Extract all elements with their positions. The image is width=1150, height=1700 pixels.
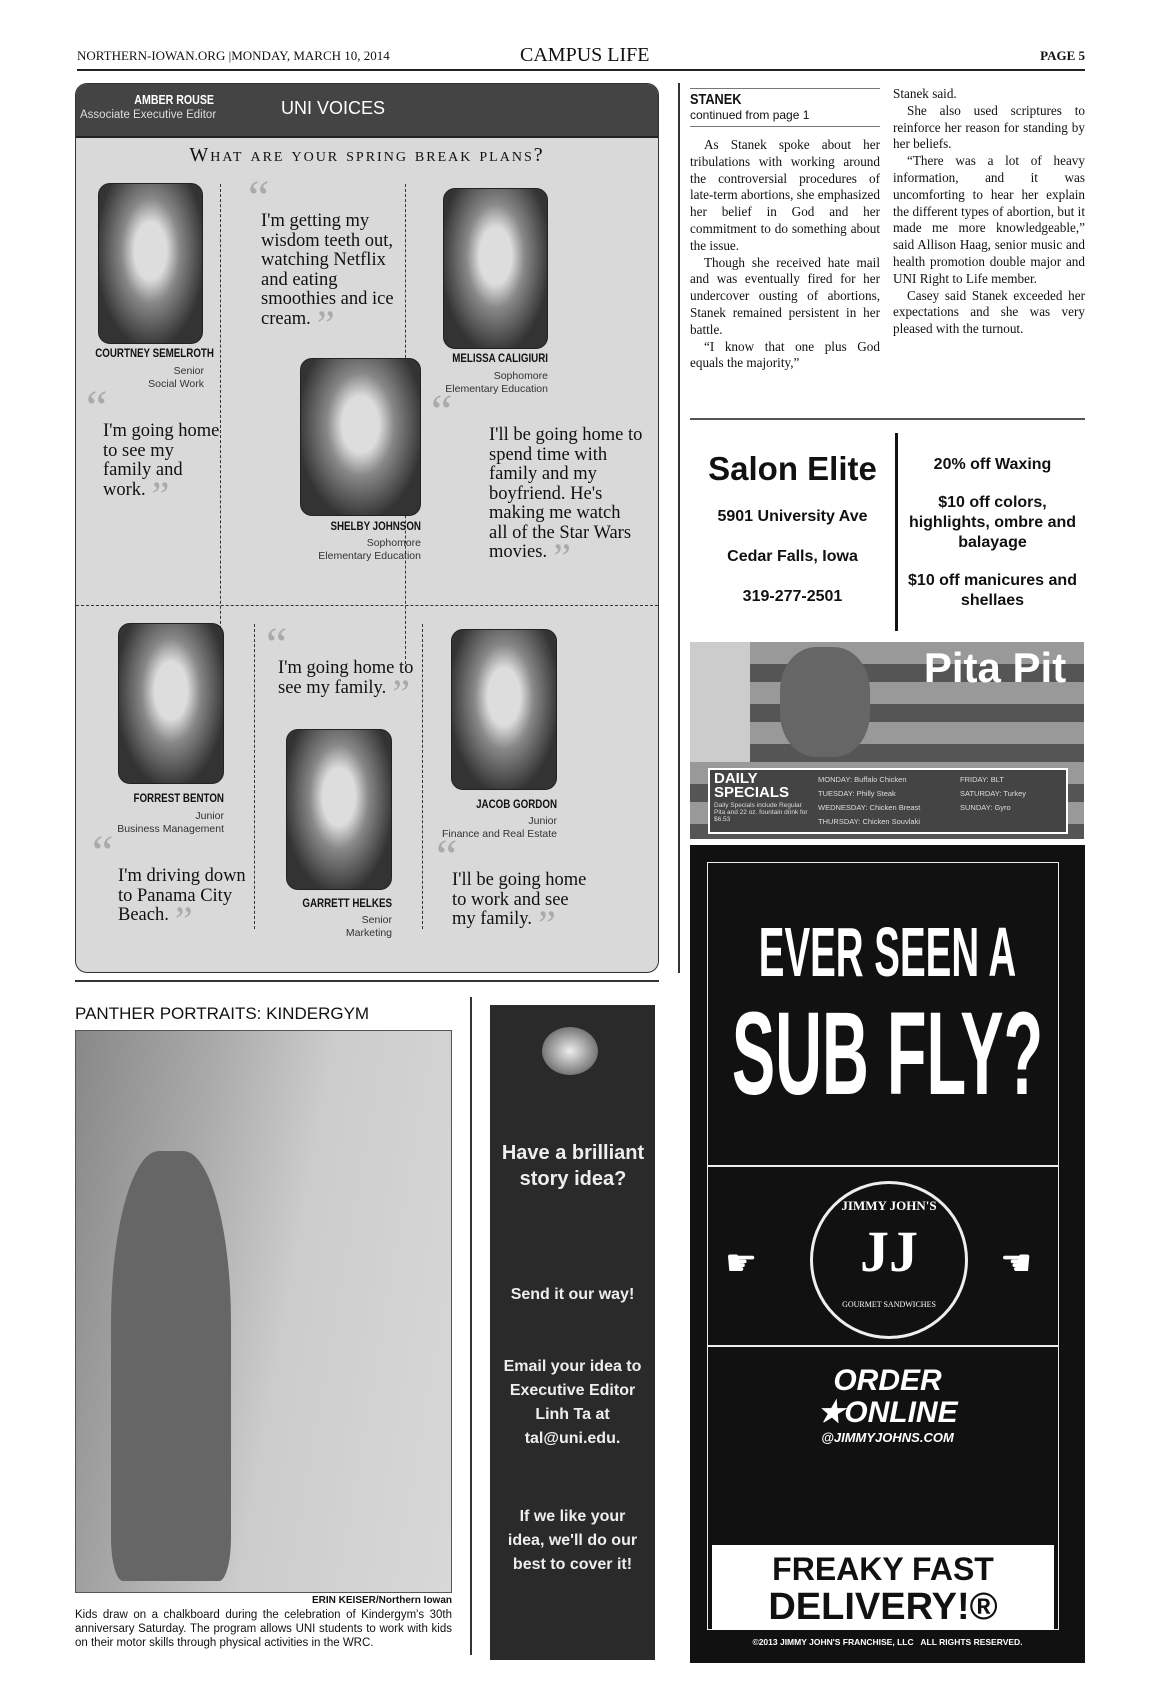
freaky-fast-banner	[712, 1545, 1054, 1630]
open-quote-icon: “	[436, 830, 458, 883]
article-column-2	[893, 86, 1085, 338]
ad-headline	[669, 910, 1106, 1120]
specials-note: Daily Specials include Regular Pita and 22 oz. fountain drink for $6.53	[714, 802, 808, 823]
column-title: UNI VOICES	[281, 98, 386, 118]
special-item: SUNDAY: Gyro	[960, 803, 1011, 812]
specials-title: DAILY SPECIALS	[714, 770, 790, 801]
jimmy-johns-logo	[810, 1181, 968, 1339]
person-year: Senior	[173, 365, 204, 377]
article-paragraph: Though she received hate mail and was eventually fired for her undercover ousting of abortions, Stanek remained persistent in her battle.	[690, 254, 880, 337]
person-year: Sophomore	[366, 537, 421, 549]
quote-block	[266, 618, 418, 716]
specials-list	[960, 773, 1065, 815]
person-major: Finance and Real Estate	[442, 828, 557, 840]
person-quote: I'm driving down to Panama City Beach.	[118, 866, 246, 925]
column-rule	[678, 83, 680, 973]
jimmy-johns-ad[interactable]	[690, 845, 1085, 1663]
issue-date: MONDAY, MARCH 10, 2014	[231, 48, 390, 63]
pita-pit-logo: Pita Pit	[923, 644, 1067, 691]
ad-line: Send it our way!	[510, 1286, 635, 1303]
uni-voices-panel	[75, 83, 659, 973]
quote-text-wrap	[92, 866, 250, 943]
quote-text-wrap	[431, 425, 643, 580]
special-item: MONDAY: Buffalo Chicken	[818, 775, 907, 784]
photo-section-title: PANTHER PORTRAITS: KINDERGYM	[75, 1004, 370, 1023]
article-paragraph: Stanek said.	[893, 86, 957, 101]
salon-offers	[900, 455, 1085, 611]
portrait-photo	[118, 623, 224, 784]
person-year: Sophomore	[493, 370, 548, 382]
article-paragraph: She also used scriptures to reinforce her reason for standing by her beliefs.	[893, 102, 1085, 152]
ad-divider	[708, 1165, 1058, 1167]
pointing-hand-left-icon: ☚	[1000, 1242, 1033, 1283]
person-major: Marketing	[345, 927, 392, 939]
article-paragraph: As Stanek spoke about her tribulations with working around the controversial procedures of late-term abortions, she emphasized her belief in God and her commitment to do something about the issue.	[690, 137, 880, 253]
open-quote-icon: “	[86, 381, 108, 434]
person-name: FORREST BENTON	[133, 793, 224, 805]
portrait-photo	[286, 729, 392, 890]
person-quote: I'll be going home to spend time with family and my boyfriend. He's making me watch all of the Star Wars movies.	[489, 425, 643, 562]
special-item: THURSDAY: Chicken Souvlaki	[818, 817, 920, 826]
column-divider	[254, 624, 255, 929]
person-name: JACOB GORDON	[476, 799, 557, 811]
ad-email-line[interactable]: Email your idea to Executive Editor Linh Ta at tal@uni.edu.	[503, 1358, 642, 1447]
headline-line: EVER SEEN A	[758, 913, 1017, 991]
column-divider	[422, 624, 423, 929]
row-divider	[76, 605, 658, 606]
salon-name: Salon Elite	[708, 450, 877, 487]
quote-text-wrap	[248, 211, 400, 347]
masthead-site-date: NORTHERN-IOWAN.ORG |MONDAY, MARCH 10, 2014	[77, 48, 390, 63]
child-figure	[111, 1151, 231, 1581]
person-year: Junior	[528, 815, 557, 827]
article-paragraph: “I know that one plus God equals the majority,”	[690, 338, 880, 371]
salon-phone: 319-277-2501	[742, 588, 843, 605]
page-number: PAGE 5	[1040, 48, 1085, 63]
open-quote-icon: “	[266, 618, 288, 671]
special-item: WEDNESDAY: Chicken Breast	[818, 803, 921, 812]
section-title: CAMPUS LIFE	[520, 44, 650, 66]
person-major: Social Work	[148, 378, 204, 390]
column-rule	[470, 997, 472, 1655]
jump-line: continued from page 1	[690, 108, 810, 122]
salon-address: 5901 University Ave	[717, 508, 868, 525]
person-major: Elementary Education	[445, 383, 548, 395]
section-rule	[75, 980, 659, 982]
order-url: @JIMMYJOHNS.COM	[821, 1430, 954, 1445]
person-name: MELISSA CALIGIURI	[452, 353, 548, 365]
open-quote-icon: “	[92, 826, 114, 879]
ad-line: If we like your idea, we'll do our best to cover it!	[507, 1508, 638, 1573]
person-name: SHELBY JOHNSON	[330, 521, 421, 533]
tagline: DELIVERY!®	[768, 1586, 998, 1628]
person-name: GARRETT HELKES	[302, 898, 392, 910]
close-quote-icon: ”	[537, 902, 556, 947]
kindergym-photo	[75, 1030, 452, 1593]
article-column-1	[690, 137, 880, 372]
copyright: ©2013 JIMMY JOHN'S FRANCHISE, LLC ALL RIGHTS RESERVED.	[752, 1637, 1023, 1647]
order-text: ORDER	[833, 1364, 942, 1397]
salon-offer: $10 off colors, highlights, ombre and balayage	[908, 494, 1077, 551]
article-paragraph: Casey said Stanek exceeded her expectations and she was very pleased with the turnout.	[893, 287, 1085, 337]
salon-city: Cedar Falls, Iowa	[727, 548, 858, 565]
special-item: SATURDAY: Turkey	[960, 789, 1026, 798]
quote-text-wrap	[266, 658, 418, 716]
person-major: Elementary Education	[318, 550, 421, 562]
salon-offer: $10 off manicures and shellaes	[908, 572, 1077, 609]
question-heading: What are your spring break plans?	[189, 144, 545, 166]
pita-pit-ad[interactable]	[690, 642, 1084, 839]
jump-head	[690, 88, 880, 127]
person-quote: I'm getting my wisdom teeth out, watching Netflix and eating smoothies and ice cream.	[261, 211, 394, 329]
open-quote-icon: “	[431, 385, 453, 438]
person-quote: I'm going home to see my family and work.	[103, 421, 220, 500]
masthead-rule	[77, 69, 1085, 71]
ad-headline: Have a brilliant story idea?	[501, 1142, 645, 1190]
article-rule	[690, 418, 1085, 420]
pointing-hand-right-icon: ☛	[725, 1242, 758, 1283]
portrait-photo	[300, 358, 421, 516]
salon-elite-ad[interactable]	[690, 432, 895, 606]
ad-divider	[708, 1345, 1058, 1347]
close-quote-icon: ”	[392, 670, 410, 716]
logo-text: GOURMET SANDWICHES	[842, 1300, 936, 1309]
special-item: FRIDAY: BLT	[960, 775, 1004, 784]
pita-sandwich-image	[780, 647, 870, 757]
article-paragraph: “There was a lot of heavy information, and it was uncomforting to hear her explain the different types of abortion, but it made me more knowledgeable,” said Allison Haag, senior music and health promotion double major and UNI Right to Life member.	[893, 153, 1085, 286]
close-quote-icon: ”	[553, 535, 571, 580]
open-quote-icon: “	[248, 171, 270, 224]
person-quote: I'm going home to see my family.	[278, 658, 414, 698]
order-text: ★ONLINE	[817, 1396, 958, 1429]
special-item: TUESDAY: Philly Steak	[818, 789, 896, 798]
tagline: FREAKY FAST	[772, 1551, 994, 1587]
specials-list	[818, 773, 950, 829]
daily-specials-box	[708, 768, 1068, 834]
person-major: Business Management	[117, 823, 224, 835]
photo-caption: Kids draw on a chalkboard during the celebration of Kindergym's 30th anniversary Saturday. The program allows UNI students to work with kids on their motor skills through physical activities in the WRC.	[75, 1609, 452, 1649]
pita-wrapper-image	[690, 642, 750, 762]
headline-line: SUB FLY?	[731, 988, 1044, 1120]
person-year: Junior	[195, 810, 224, 822]
close-quote-icon: ”	[151, 472, 170, 518]
close-quote-icon: ”	[174, 898, 193, 943]
author-name: AMBER ROUSE	[134, 93, 214, 107]
author-title: Associate Executive Editor	[80, 109, 217, 121]
panel-header	[76, 84, 658, 138]
story-idea-ad[interactable]	[490, 1005, 655, 1660]
site-link[interactable]: NORTHERN-IOWAN.ORG	[77, 48, 226, 63]
logo-mark: JJ	[860, 1219, 918, 1284]
ad-divider	[895, 433, 898, 631]
quote-text-wrap	[436, 870, 596, 947]
order-online-link[interactable]	[690, 1365, 1085, 1447]
portrait-photo	[98, 183, 203, 344]
logo-text: JIMMY JOHN'S	[841, 1198, 937, 1213]
photo-credit: ERIN KEISER/Northern Iowan	[311, 1595, 452, 1606]
portrait-photo	[443, 188, 548, 349]
person-quote: I'll be going home to work and see my family.	[452, 870, 587, 929]
quote-block	[248, 171, 400, 347]
lightbulb-icon	[542, 1027, 598, 1075]
person-year: Senior	[361, 914, 392, 926]
article-headline: STANEK	[690, 91, 742, 108]
person-name: COURTNEY SEMELROTH	[95, 348, 214, 360]
close-quote-icon: ”	[316, 301, 335, 347]
quote-text-wrap	[86, 421, 221, 518]
portrait-photo	[451, 629, 557, 790]
salon-offer: 20% off Waxing	[933, 456, 1052, 473]
